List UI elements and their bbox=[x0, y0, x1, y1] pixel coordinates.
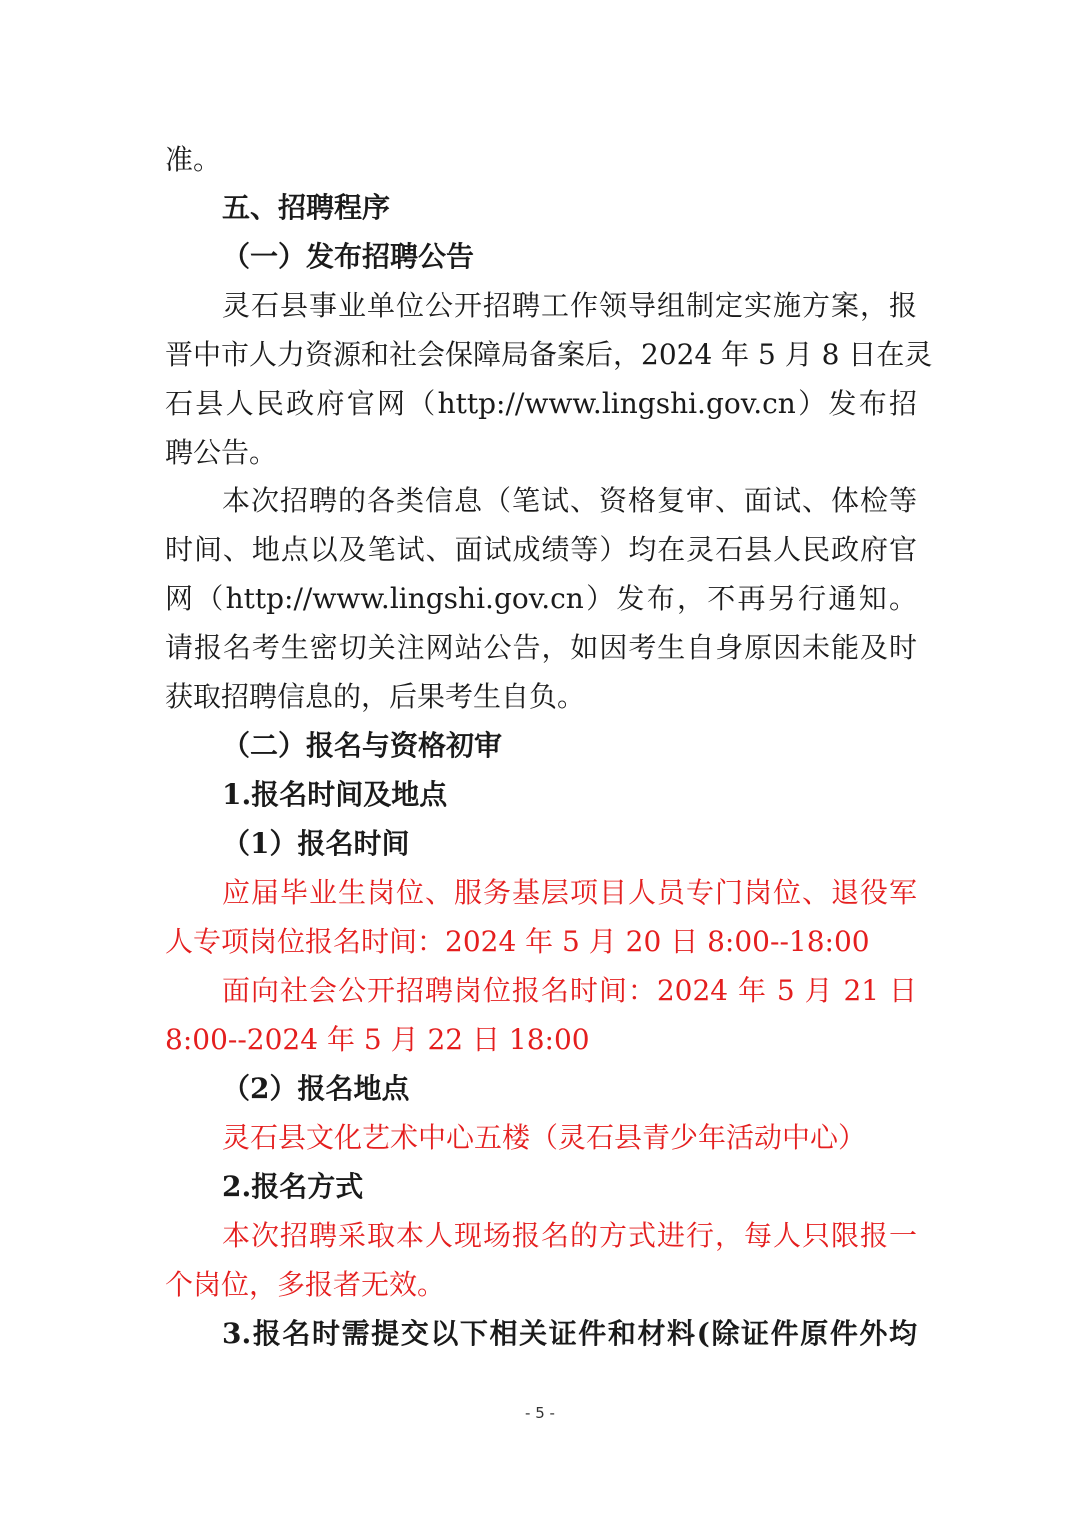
highlighted-line: 面向社会公开招聘岗位报名时间：2024 年 5 月 21 日 bbox=[222, 974, 917, 1007]
paragraph-line-continuation: 准。 bbox=[165, 143, 222, 176]
paragraph-line: 聘公告。 bbox=[165, 436, 278, 469]
highlighted-line: 灵石县文化艺术中心五楼（灵石县青少年活动中心） bbox=[222, 1121, 867, 1154]
item-heading: 1.报名时间及地点 bbox=[222, 778, 448, 811]
page-number: - 5 - bbox=[525, 1404, 555, 1422]
paragraph-line: 请报名考生密切关注网站公告，如因考生自身原因未能及时 bbox=[165, 631, 917, 664]
paragraph-line: 晋中市人力资源和社会保障局备案后，2024 年 5 月 8 日在灵 bbox=[165, 338, 933, 371]
section-heading: 五、招聘程序 bbox=[222, 191, 391, 224]
sub-item-heading: （1）报名时间 bbox=[222, 827, 410, 860]
highlighted-line: 人专项岗位报名时间：2024 年 5 月 20 日 8:00--18:00 bbox=[165, 925, 870, 958]
paragraph-line: 灵石县事业单位公开招聘工作领导组制定实施方案，报 bbox=[222, 289, 917, 322]
highlighted-line: 个岗位，多报者无效。 bbox=[165, 1268, 446, 1301]
subsection-heading: （一）发布招聘公告 bbox=[222, 240, 475, 273]
highlighted-line: 应届毕业生岗位、服务基层项目人员专门岗位、退役军 bbox=[222, 876, 917, 909]
item-heading: 2.报名方式 bbox=[222, 1170, 364, 1203]
paragraph-line: 获取招聘信息的，后果考生自负。 bbox=[165, 680, 586, 713]
highlighted-line: 本次招聘采取本人现场报名的方式进行，每人只限报一 bbox=[222, 1219, 917, 1252]
paragraph-line: 网（http://www.lingshi.gov.cn）发布，不再另行通知。 bbox=[165, 582, 917, 615]
paragraph-line: 时间、地点以及笔试、面试成绩等）均在灵石县人民政府官 bbox=[165, 533, 917, 566]
sub-item-heading: （2）报名地点 bbox=[222, 1072, 410, 1105]
paragraph-line: 本次招聘的各类信息（笔试、资格复审、面试、体检等 bbox=[222, 484, 917, 517]
highlighted-line: 8:00--2024 年 5 月 22 日 18:00 bbox=[165, 1023, 590, 1056]
paragraph-line: 石县人民政府官网（http://www.lingshi.gov.cn）发布招 bbox=[165, 387, 917, 420]
item-heading: 3.报名时需提交以下相关证件和材料(除证件原件外均 bbox=[222, 1317, 917, 1350]
subsection-heading: （二）报名与资格初审 bbox=[222, 729, 503, 762]
